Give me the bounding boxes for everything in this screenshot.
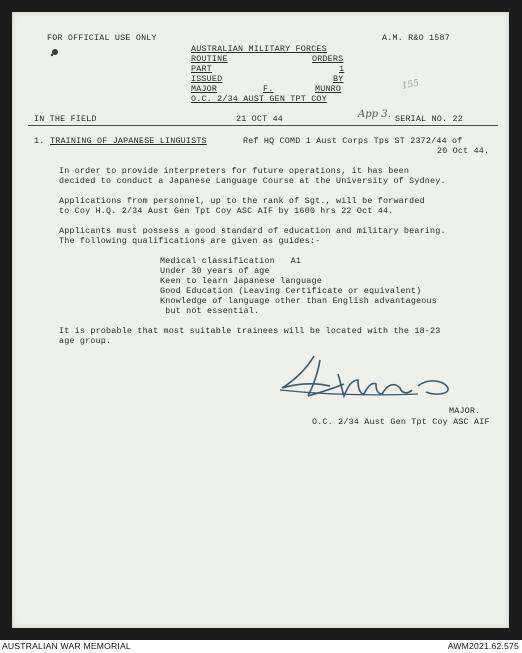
by-label: BY xyxy=(333,74,344,84)
para1-line2: decided to conduct a Japanese Language Course at the University of Sydney. xyxy=(59,176,446,186)
part-number: 1 xyxy=(339,64,345,74)
reference-line-1: Ref HQ COMD 1 Aust Corps Tps ST 2372/44 of xyxy=(243,136,463,146)
document-page xyxy=(12,12,509,628)
para2-line1: Applications from personnel, up to the rank of Sgt., will be forwarded xyxy=(59,196,425,206)
footer-institution: AUSTRALIAN WAR MEMORIAL xyxy=(2,641,131,651)
officer-name: MUNRO xyxy=(315,84,342,94)
serial-number: SERIAL NO. 22 xyxy=(395,114,463,124)
officer-initial: F. xyxy=(263,84,274,94)
para4-line2: age group. xyxy=(59,336,112,346)
org-heading: AUSTRALIAN MILITARY FORCES xyxy=(191,44,327,54)
qualification-item: Good Education (Leaving Certificate or equivalent) xyxy=(160,286,422,296)
para3-line2: The following qualifications are given as guides:- xyxy=(59,236,321,246)
para4-line1: It is probable that most suitable trainees will be located with the 18-23 xyxy=(59,326,441,336)
routine-label: ROUTINE xyxy=(191,54,228,64)
classification: FOR OFFICIAL USE ONLY xyxy=(47,33,157,43)
qualification-item: Knowledge of language other than English advantageous xyxy=(160,296,437,306)
rank-label: MAJOR xyxy=(191,84,218,94)
appendix-annotation: App 3. xyxy=(358,109,391,120)
qualification-item: Medical classification A1 xyxy=(160,256,302,266)
qualification-item: Under 30 years of age xyxy=(160,266,270,276)
issued-label: ISSUED xyxy=(191,74,223,84)
order-date: 21 OCT 44 xyxy=(236,114,284,124)
location: IN THE FIELD xyxy=(34,114,97,124)
header-divider xyxy=(28,125,498,126)
margin-annotation: 155 xyxy=(401,78,421,92)
para2-line2: to Coy H.Q. 2/34 Aust Gen Tpt Coy ASC AIF by 1600 hrs 22 Oct 44. xyxy=(59,206,394,216)
qualification-item: but not essential. xyxy=(160,306,260,316)
para1-line1: In order to provide interpreters for future operations, it has been xyxy=(59,166,410,176)
orders-label: ORDERS xyxy=(312,54,344,64)
handwritten-signature xyxy=(278,350,468,410)
punch-mark xyxy=(48,45,62,59)
item-title: TRAINING OF JAPANESE LINGUISTS xyxy=(50,136,207,146)
qualification-item: Keen to learn Japanese language xyxy=(160,276,323,286)
form-reference: A.M. R&O 1587 xyxy=(382,33,450,43)
item-number: 1. xyxy=(34,136,45,146)
part-label: PART xyxy=(191,64,212,74)
footer-accession-number: AWM2021.62.575 xyxy=(447,641,519,651)
reference-line-2: 20 Oct 44. xyxy=(437,146,490,156)
signature-rank: MAJOR. xyxy=(449,406,481,416)
para3-line1: Applicants must possess a good standard of education and military bearing. xyxy=(59,226,446,236)
unit-line: O.C. 2/34 AUST GEN TPT COY xyxy=(191,94,327,104)
signature-unit: O.C. 2/34 Aust Gen Tpt Coy ASC AIF xyxy=(312,417,490,427)
